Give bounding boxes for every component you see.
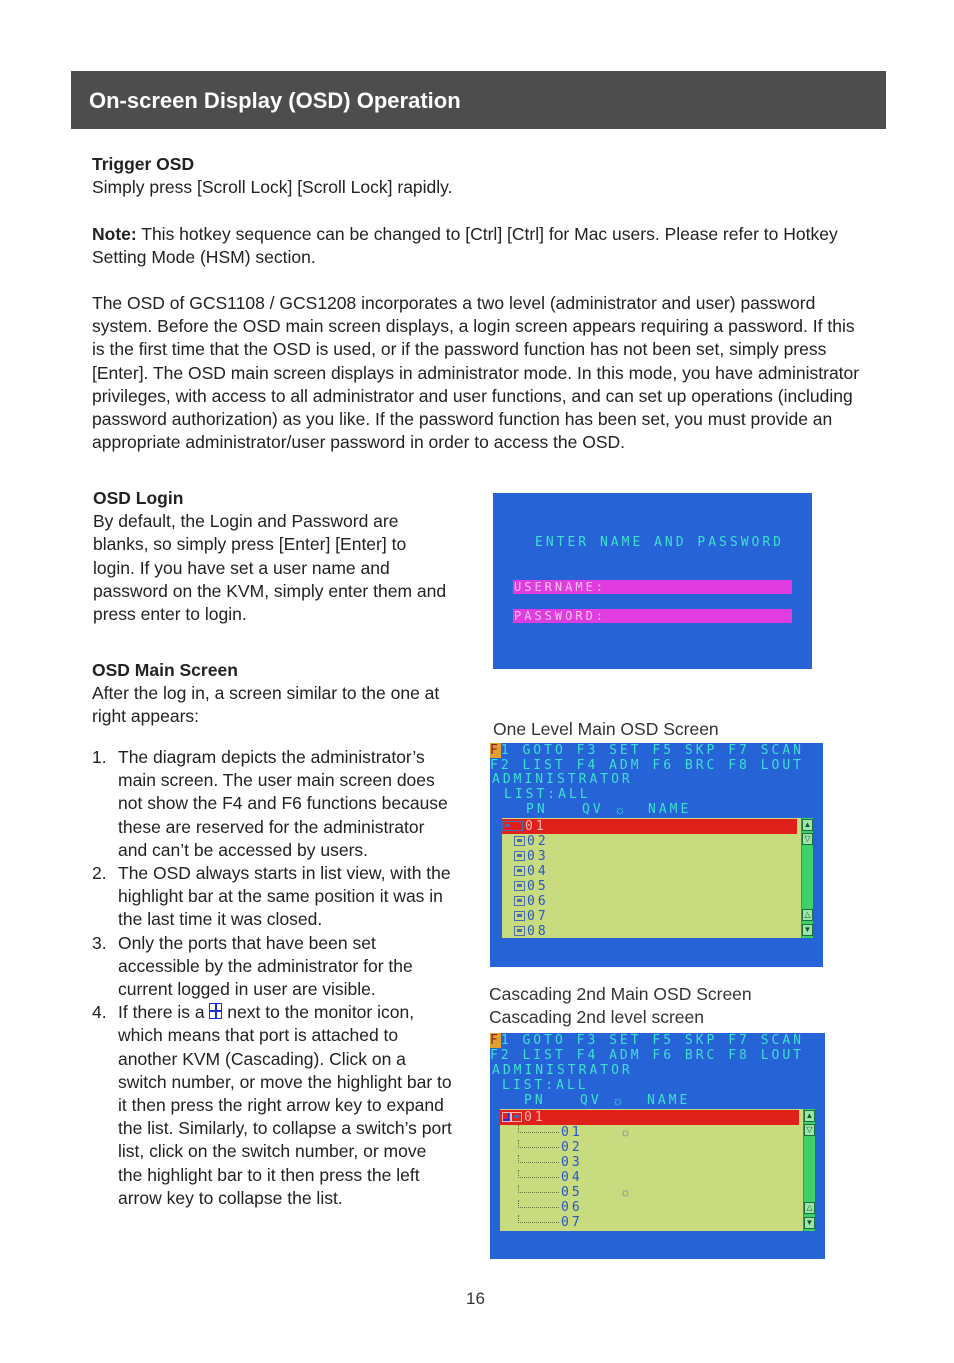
section-banner <box>71 71 886 129</box>
page-up-icon[interactable]: ▽ <box>802 833 813 845</box>
port-row[interactable]: 07 <box>502 909 797 924</box>
port-row[interactable]: 06 <box>500 1200 799 1215</box>
list-item: 3. Only the ports that have been set accessible by the administrator for the current logged in user are visible. <box>92 932 413 1000</box>
note-label: Note: <box>92 224 137 244</box>
port-row[interactable]: 02 <box>502 834 797 849</box>
qv-sun-icon: ☼ <box>620 1185 631 1199</box>
osd-col-pn: PN <box>524 1093 546 1108</box>
qv-sun-icon: ☼ <box>614 802 626 817</box>
monitor-icon <box>511 1112 522 1122</box>
page-down-icon[interactable]: △ <box>802 909 813 921</box>
osd-col-name: NAME <box>648 802 692 817</box>
osd-notes-list <box>92 746 452 1210</box>
cascade-plus-icon <box>502 1112 511 1122</box>
port-row[interactable]: 06 <box>502 894 797 909</box>
list-item: 4. If there is a next to the monitor icon, which means that port is attached to another KVM (Cascading). Click on a switch number, or move the highlight bar to it then press the right arrow key to expand the list. Similarly, to collapse a switch’s port list, click on the switch number, or move the highlight bar to it then press the left arrow key to collapse the list. <box>92 1002 452 1208</box>
intro-paragraph: The OSD of GCS1108 / GCS1208 incorporates a two level (administrator and user) password system. Before the OSD main screen displays, a login screen appears requiring a password. If this is the first time that the OSD is used, or if the password function has not been set, simply press [Enter]. The OSD main screen displays in administrator mode. In this mode, you have administrator privileges, with access to all administrator and user functions, and can set up operations (including password authorization) as you like. If the password function has been set, you must provide an appropriate administrator/user password in order to access the OSD. <box>92 293 860 453</box>
port-row[interactable]: 01 <box>500 1125 799 1140</box>
one-level-caption: One Level Main OSD Screen <box>493 719 719 739</box>
cascade-caption-1: Cascading 2nd Main OSD Screen <box>489 984 752 1004</box>
monitor-icon <box>514 911 525 921</box>
monitor-icon <box>502 821 523 831</box>
osd-main-text: After the log in, a screen similar to the one at right appears: <box>92 683 440 727</box>
osd-main-screen <box>490 743 823 967</box>
osd-login-text: By default, the Login and Password are blanks, so simply press [Enter] [Enter] to login. If you have set a user name and password on the KVM, simply enter them and press enter to login. <box>93 511 447 625</box>
note-paragraph <box>92 223 862 269</box>
osd-list-label: LIST:ALL <box>504 787 591 802</box>
note-text: This hotkey sequence can be changed to [Ctrl] [Ctrl] for Mac users. Please refer to Hotkey Setting Mode (HSM) section. <box>92 224 838 268</box>
trigger-osd-text: Simply press [Scroll Lock] [Scroll Lock] rapidly. <box>92 177 453 198</box>
scroll-up-icon[interactable]: ▲ <box>805 1111 814 1120</box>
list-item: 2. The OSD always starts in list view, with the highlight bar at the same position it was in the last time it was closed. <box>92 863 451 930</box>
monitor-icon <box>514 881 525 891</box>
osd-cascade-screen <box>490 1033 825 1259</box>
osd-user-label: ADMINISTRATOR <box>492 772 633 787</box>
osd-port-list <box>502 818 813 938</box>
osd-login-block <box>93 487 448 626</box>
port-row[interactable]: 03 <box>502 849 797 864</box>
fkey-row-1: F1 GOTO F3 SET F5 SKP F7 SCAN <box>490 1033 805 1048</box>
port-row[interactable]: 04 <box>502 864 797 879</box>
osd-col-qv: QV <box>582 802 604 817</box>
osd-col-pn: PN <box>526 802 548 817</box>
osd-main-heading: OSD Main Screen <box>92 660 238 680</box>
password-field[interactable]: PASSWORD: <box>513 609 792 623</box>
scroll-down-icon[interactable]: ▼ <box>803 925 812 934</box>
cascade-plus-icon <box>209 1003 222 1019</box>
trigger-osd-heading: Trigger OSD <box>92 154 195 174</box>
osd-col-name: NAME <box>647 1093 691 1108</box>
monitor-icon <box>514 836 525 846</box>
monitor-icon <box>514 896 525 906</box>
monitor-icon <box>514 851 525 861</box>
monitor-icon <box>514 926 525 936</box>
f1-goto[interactable]: 1 GOTO <box>500 743 566 758</box>
scroll-down-icon[interactable]: ▼ <box>805 1218 814 1227</box>
port-row[interactable]: 03 <box>500 1155 799 1170</box>
fkey-row-2: F2 LIST F4 ADM F6 BRC F8 LOUT <box>490 1048 805 1063</box>
f1-key[interactable]: F <box>490 743 501 758</box>
osd-col-qv: QV <box>580 1093 602 1108</box>
port-row[interactable]: 02 <box>500 1140 799 1155</box>
page-title: On-screen Display (OSD) Operation <box>89 88 461 113</box>
osd-list-label: LIST:ALL <box>502 1078 589 1093</box>
f1-key[interactable]: F <box>490 1033 501 1048</box>
scroll-up-icon[interactable]: ▲ <box>803 820 812 829</box>
port-row[interactable]: 08 <box>502 924 797 939</box>
switch-row[interactable]: 01 <box>500 1110 799 1125</box>
qv-sun-icon: ☼ <box>612 1093 624 1108</box>
port-row[interactable]: 07 <box>500 1215 799 1230</box>
fkey-row-2: F2 LIST F4 ADM F6 BRC F8 LOUT <box>490 758 805 773</box>
osd-main-block <box>92 659 452 729</box>
page-number: 16 <box>466 1289 485 1308</box>
list-item: 1. The diagram depicts the administrator’s main screen. The user main screen does not show the F4 and F6 functions because these are reserved for the administrator and can’t be accessed by users. <box>92 747 448 860</box>
trigger-osd-block <box>92 153 872 199</box>
monitor-icon <box>514 866 525 876</box>
page-up-icon[interactable]: ▽ <box>804 1124 815 1136</box>
port-row[interactable]: 01 <box>502 819 797 834</box>
port-row[interactable]: 05 <box>502 879 797 894</box>
port-row[interactable]: 04 <box>500 1170 799 1185</box>
osd-scrollbar[interactable] <box>803 1109 815 1231</box>
page-down-icon[interactable]: △ <box>804 1202 815 1214</box>
osd-login-screen <box>493 493 812 669</box>
osd-login-heading: OSD Login <box>93 488 184 508</box>
login-title: ENTER NAME AND PASSWORD <box>535 535 785 550</box>
osd-user-label: ADMINISTRATOR <box>492 1063 633 1078</box>
cascade-caption-2: Cascading 2nd level screen <box>489 1007 704 1027</box>
port-row[interactable]: 05 <box>500 1185 799 1200</box>
osd-scrollbar[interactable] <box>801 818 813 938</box>
username-field[interactable]: USERNAME: <box>513 580 792 594</box>
osd-cascade-list <box>500 1109 815 1231</box>
fkey-row-1: F1 GOTO F3 SET F5 SKP F7 SCAN <box>490 743 805 758</box>
qv-sun-icon: ☼ <box>620 1125 631 1139</box>
